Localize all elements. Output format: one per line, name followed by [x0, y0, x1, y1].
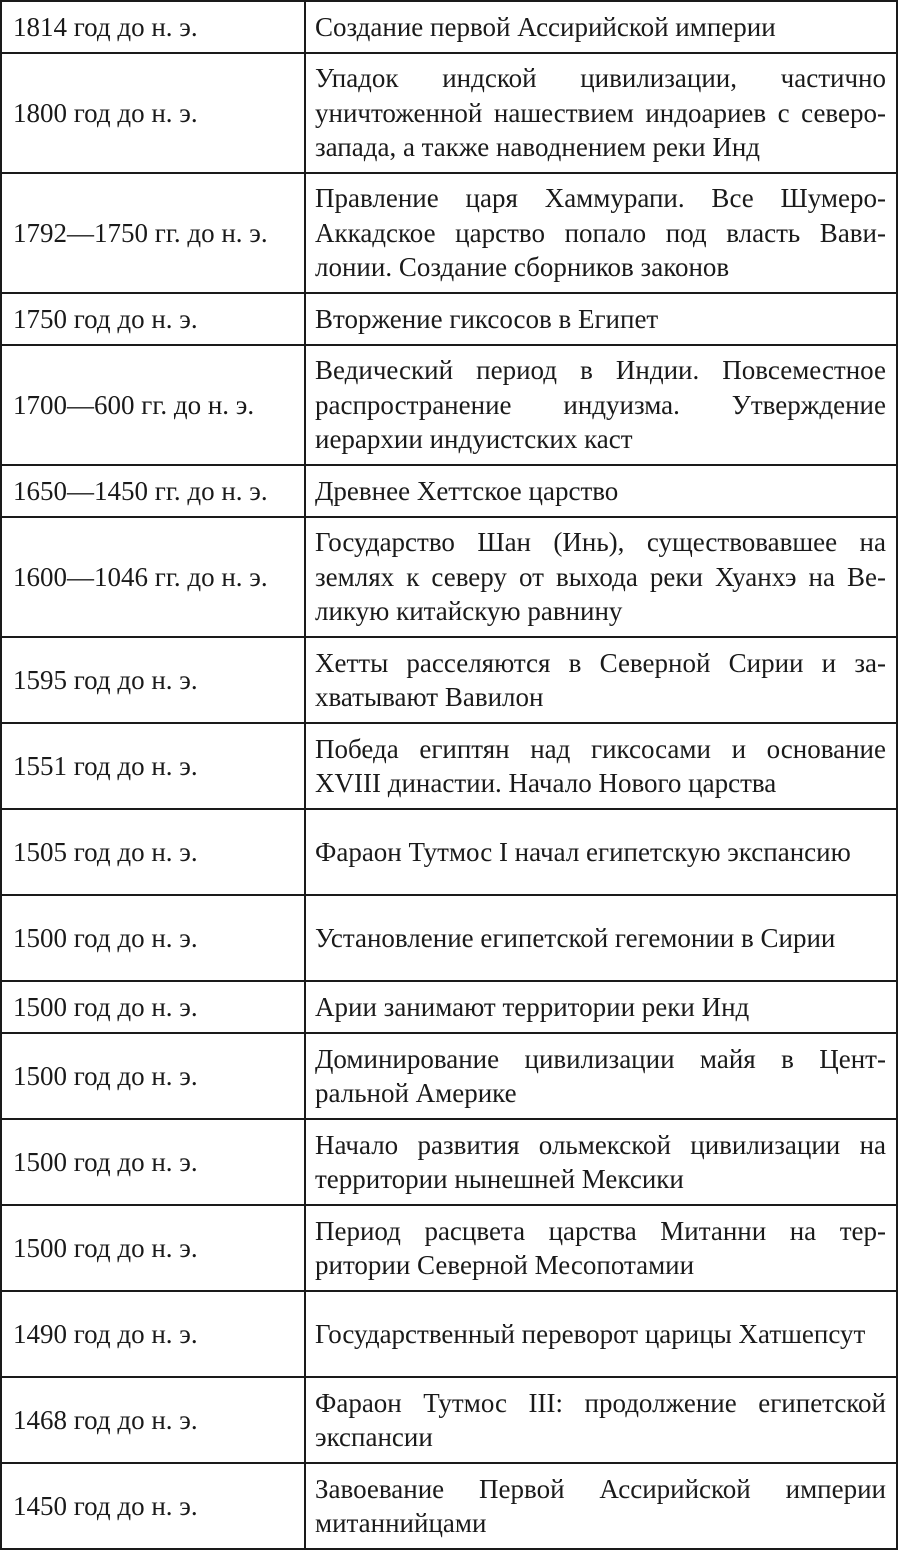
date-text: 1450 год до н. э.	[13, 1490, 198, 1521]
event-cell	[305, 1205, 897, 1291]
date-cell	[1, 981, 305, 1033]
date-cell	[1, 809, 305, 895]
date-cell	[1, 517, 305, 637]
date-text: 1750 год до н. э.	[13, 303, 198, 334]
date-cell	[1, 1377, 305, 1463]
table-row	[1, 465, 897, 517]
date-text: 1600—1046 гг. до н. э.	[13, 561, 268, 592]
event-cell	[305, 1463, 897, 1549]
date-cell	[1, 173, 305, 293]
date-cell	[1, 895, 305, 981]
event-text: Государственный переворот царицы Хатшепсут	[315, 1318, 866, 1349]
event-text: Завоевание Первой Ассирийской империи митаннийцами	[315, 1473, 886, 1538]
table-row	[1, 53, 897, 173]
date-text: 1505 год до н. э.	[13, 836, 198, 867]
event-text: Установление египетской гегемонии в Сирии	[315, 922, 836, 953]
date-cell	[1, 1119, 305, 1205]
event-text: Ведический период в Индии. Повсеместное распространение индуизма. Утверждение иерархии индуистских каст	[315, 355, 886, 455]
table-row	[1, 293, 897, 345]
event-cell	[305, 173, 897, 293]
date-cell	[1, 1, 305, 53]
event-cell	[305, 895, 897, 981]
date-text: 1500 год до н. э.	[13, 1232, 198, 1263]
table-row	[1, 723, 897, 809]
event-text: Доминирование цивилизации майя в Центральной Америке	[315, 1043, 886, 1108]
table-row	[1, 1377, 897, 1463]
date-cell	[1, 637, 305, 723]
event-text: Древнее Хеттское царство	[315, 475, 619, 506]
date-cell	[1, 1463, 305, 1549]
date-text: 1500 год до н. э.	[13, 1146, 198, 1177]
event-text: Государство Шан (Инь), существовавшее на землях к северу от выхода реки Хуанхэ на Великую китайскую равнину	[315, 527, 886, 627]
event-cell	[305, 53, 897, 173]
event-cell	[305, 465, 897, 517]
date-text: 1700—600 гг. до н. э.	[13, 389, 255, 420]
date-cell	[1, 723, 305, 809]
event-text: Упадок индской цивилизации, частично уничтоженной нашествием индоариев с северо-запада, а также наводнением реки Инд	[315, 63, 886, 163]
date-text: 1792—1750 гг. до н. э.	[13, 217, 268, 248]
event-text: Арии занимают территории реки Инд	[315, 991, 750, 1022]
table-row	[1, 895, 897, 981]
event-cell	[305, 723, 897, 809]
date-cell	[1, 1205, 305, 1291]
event-cell	[305, 293, 897, 345]
event-cell	[305, 1377, 897, 1463]
date-cell	[1, 345, 305, 465]
date-text: 1500 год до н. э.	[13, 991, 198, 1022]
table-row	[1, 1205, 897, 1291]
table-row	[1, 981, 897, 1033]
event-text: Фараон Тутмос I начал египетскую экспансию	[315, 836, 851, 867]
chronology-table-body	[1, 1, 897, 1549]
event-text: Начало развития ольмекской цивилизации на территории нынешней Мексики	[315, 1129, 886, 1194]
event-cell	[305, 637, 897, 723]
date-text: 1468 год до н. э.	[13, 1404, 198, 1435]
event-text: Хетты расселяются в Северной Сирии и захватывают Вавилон	[315, 647, 886, 712]
event-text: Правление царя Хаммурапи. Все Шумеро-Аккадское царство попало под власть Вавилонии. Создание сборников законов	[315, 183, 886, 283]
event-cell	[305, 1291, 897, 1377]
date-cell	[1, 53, 305, 173]
table-row	[1, 173, 897, 293]
table-row	[1, 1033, 897, 1119]
event-text: Период расцвета царства Митанни на территории Северной Месопотамии	[315, 1215, 886, 1280]
table-row	[1, 637, 897, 723]
event-cell	[305, 809, 897, 895]
event-cell	[305, 517, 897, 637]
date-text: 1490 год до н. э.	[13, 1318, 198, 1349]
date-text: 1650—1450 гг. до н. э.	[13, 475, 268, 506]
event-cell	[305, 1, 897, 53]
date-text: 1814 год до н. э.	[13, 11, 198, 42]
event-cell	[305, 345, 897, 465]
date-text: 1800 год до н. э.	[13, 97, 198, 128]
table-row	[1, 1463, 897, 1549]
date-cell	[1, 293, 305, 345]
date-text: 1500 год до н. э.	[13, 1060, 198, 1091]
event-cell	[305, 1119, 897, 1205]
table-row	[1, 1119, 897, 1205]
table-row	[1, 809, 897, 895]
event-text: Победа египтян над гиксосами и основание XVIII династии. Начало Нового царства	[315, 733, 886, 798]
date-text: 1595 год до н. э.	[13, 664, 198, 695]
date-text: 1551 год до н. э.	[13, 750, 198, 781]
date-cell	[1, 1033, 305, 1119]
table-row	[1, 517, 897, 637]
table-row	[1, 1, 897, 53]
event-cell	[305, 1033, 897, 1119]
event-text: Создание первой Ассирийской империи	[315, 11, 776, 42]
event-text: Вторжение гиксосов в Египет	[315, 303, 659, 334]
table-row	[1, 1291, 897, 1377]
date-cell	[1, 1291, 305, 1377]
table-row	[1, 345, 897, 465]
date-text: 1500 год до н. э.	[13, 922, 198, 953]
date-cell	[1, 465, 305, 517]
event-cell	[305, 981, 897, 1033]
event-text: Фараон Тутмос III: продолжение египетской экспансии	[315, 1387, 886, 1452]
